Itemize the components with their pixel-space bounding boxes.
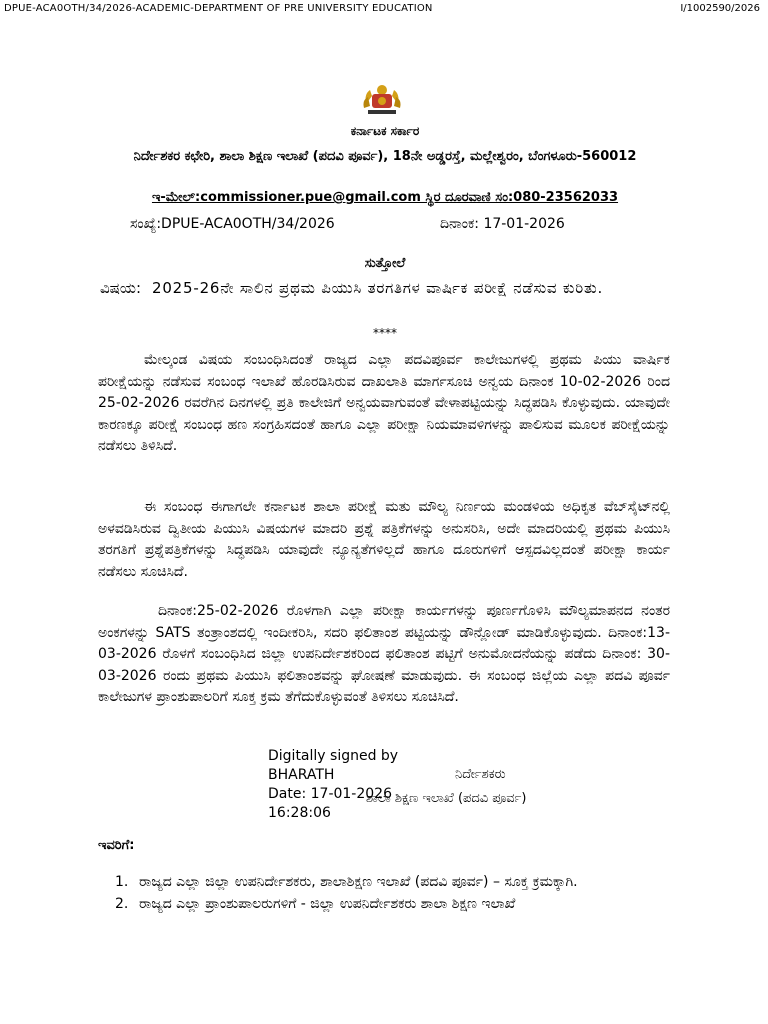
digital-signature: [268, 747, 398, 823]
recipients-list: [115, 872, 670, 916]
list-item: [115, 872, 670, 893]
body-paragraph: ದಿನಾಂಕ:25-02-2026 ರೊಳಗಾಗಿ ಎಲ್ಲಾ ಪರೀಕ್ಷಾ ಕಾರ್ಯಗಳನ್ನು ಪೂರ್ಣಗೊಳಿಸಿ ಮೌಲ್ಯಮಾಪನದ ನಂತರ ಅಂಕಗಳನ್ನು SATS ತಂತ್ರಾಂಶದಲ್ಲಿ ಇಂದೀಕರಿಸಿ, ಸದರಿ ಫಲಿತಾಂಶ ಪಟ್ಟಿಯನ್ನು ಡೌನ್ಲೋಡ್ ಮಾಡಿಕೊಳ್ಳುವುದು. ದಿನಾಂಕ:13-03-2026 ರೊಳಗೆ ಸಂಬಂಧಿಸಿದ ಜಿಲ್ಲಾ ಉಪನಿರ್ದೇಶಕರಿಂದ ಫಲಿತಾಂಶ ಪಟ್ಟಿಗೆ ಅನುಮೋದನೆಯನ್ನು ಪಡೆದು ದಿನಾಂಕ: 30-03-2026 ರಂದು ಪ್ರಥಮ ಪಿಯುಸಿ ಫಲಿತಾಂಶವನ್ನು ಘೋಷಣೆ ಮಾಡುವುದು. ಈ ಸಂಬಂಧ ಜಿಲ್ಲೆಯ ಎಲ್ಲಾ ಪದವಿ ಪೂರ್ವ ಕಾಲೇಜುಗಳ ಪ್ರಾಂಶುಪಾಲರಿಗೆ ಸೂಕ್ತ ಕ್ರಮ ತೆಗೆದುಕೊಳ್ಳುವಂತೆ ತಿಳಿಸಲು ಸೂಚಿಸಿದೆ.: [98, 603, 670, 705]
office-address: ನಿರ್ದೇಶಕರ ಕಛೇರಿ, ಶಾಲಾ ಶಿಕ್ಷಣ ಇಲಾಖೆ (ಪದವಿ ಪೂರ್ವ), 18ನೇ ಅಡ್ಡರಸ್ತೆ, ಮಲ್ಲೇಶ್ವರಂ, ಬೆಂಗಳೂರು-560012: [133, 149, 637, 164]
inward-number-header: I/1002590/2026: [680, 3, 760, 14]
digital-signature-line: 16:28:06: [268, 805, 331, 821]
digital-signature-line: BHARATH: [268, 767, 335, 783]
reference-number: ಸಂಖ್ಯೆ:DPUE-ACA0OTH/34/2026: [130, 216, 335, 232]
contact-line: ಇ-ಮೇಲ್:commissioner.pue@gmail.com ಸ್ಥಿರ ದೂರವಾಣಿ ಸಂ:080-23562033: [151, 190, 619, 205]
body-paragraph: ಮೇಲ್ಕಂಡ ವಿಷಯ ಸಂಬಂಧಿಸಿದಂತೆ ರಾಜ್ಯದ ಎಲ್ಲಾ ಪದವಿಪೂರ್ವ ಕಾಲೇಜುಗಳಲ್ಲಿ ಪ್ರಥಮ ಪಿಯು ವಾರ್ಷಿಕ ಪರೀಕ್ಷೆಯನ್ನು ನಡೆಸುವ ಸಂಬಂಧ ಇಲಾಖೆ ಹೊರಡಿಸಿರುವ ದಾಖಲಾತಿ ಮಾರ್ಗಸೂಚಿ ಅನ್ವಯ ದಿನಾಂಕ 10-02-2026 ರಿಂದ 25-02-2026 ರವರೆಗಿನ ದಿನಗಳಲ್ಲಿ ಪ್ರತಿ ಕಾಲೇಜಿಗೆ ಅನ್ವಯವಾಗುವಂತೆ ವೇಳಾಪಟ್ಟಿಯನ್ನು ಸಿದ್ಧಪಡಿಸಿ ಕೊಳ್ಳುವುದು. ಯಾವುದೇ ಕಾರಣಕ್ಕೂ ಪರೀಕ್ಷೆ ಸಂಬಂಧ ಹಣ ಸಂಗ್ರಹಿಸದಂತೆ ಹಾಗೂ ಎಲ್ಲಾ ಪರೀಕ್ಷಾ ನಿಯಮಾವಳಿಗಳನ್ನು ಪಾಲಿಸುವ ಮೂಲಕ ಪರೀಕ್ಷೆಯನ್ನು ನಡೆಸಲು ತಿಳಿಸಿದೆ.: [98, 352, 670, 454]
digital-signature-line: Digitally signed by: [268, 748, 399, 764]
subject-label: ವಿಷಯ:: [100, 279, 141, 297]
reference-date: ದಿನಾಂಕ: 17-01-2026: [440, 216, 565, 232]
list-item: [115, 894, 670, 915]
body-paragraph: ಈ ಸಂಬಂಧ ಈಗಾಗಲೇ ಕರ್ನಾಟಕ ಶಾಲಾ ಪರೀಕ್ಷೆ ಮತು ಮೌಲ್ಯ ನಿರ್ಣಯ ಮಂಡಳಿಯ ಅಧಿಕೃತ ವೆಬ್‌ಸೈಟ್‌ನಲ್ಲಿ ಅಳವಡಿಸಿರುವ ದ್ವಿತೀಯ ಪಿಯುಸಿ ವಿಷಯಗಳ ಮಾದರಿ ಪ್ರಶ್ನೆ ಪತ್ರಿಕೆಗಳನ್ನು ಅನುಸರಿಸಿ, ಅದೇ ಮಾದರಿಯಲ್ಲಿ ಪ್ರಥಮ ಪಿಯುಸಿ ತರಗತಿಗೆ ಪ್ರಶ್ನೆಪತ್ರಿಕೆಗಳನ್ನು ಸಿದ್ಧಪಡಿಸಿ ಯಾವುದೇ ನ್ಯೂನ್ಯತೆಗಳಿಲ್ಲದೆ ಹಾಗೂ ದೂರುಗಳಿಗೆ ಆಸ್ಪದವಿಲ್ಲದಂತೆ ಪರೀಕ್ಷಾ ಕಾರ್ಯ ನಡೆಸಲು ಸೂಚಿಸಿದೆ.: [98, 499, 670, 580]
list-item-number: 1.: [115, 874, 129, 890]
subject-text: 2025-26ನೇ ಸಾಲಿನ ಪ್ರಥಮ ಪಿಯುಸಿ ತರಗತಿಗಳ ವಾರ್ಷಿಕ ಪರೀಕ್ಷೆ ನಡೆಸುವ ಕುರಿತು.: [152, 279, 604, 297]
signatory-department: ಶಾಲಾ ಶಿಕ್ಷಣ ಇಲಾಖೆ (ಪದವಿ ಪೂರ್ವ): [366, 791, 527, 806]
list-item-text: ರಾಜ್ಯದ ಎಲ್ಲಾ ಜಿಲ್ಲಾ ಉಪನಿರ್ದೇಶಕರು, ಶಾಲಾಶಿಕ್ಷಣ ಇಲಾಖೆ (ಪದವಿ ಪೂರ್ವ) – ಸೂಕ್ತ ಕ್ರಮಕ್ಕಾಗಿ.: [139, 874, 578, 890]
list-item-number: 2.: [115, 896, 129, 912]
signatory-designation: ನಿರ್ದೇಶಕರು: [455, 767, 506, 782]
separator: ****: [373, 326, 397, 340]
circular-title: ಸುತ್ತೋಲೆ: [364, 256, 406, 271]
digital-signature-line: Date: 17-01-2026: [268, 786, 392, 802]
recipients-label: ಇವರಿಗೆ:: [98, 838, 135, 853]
government-title: ಕರ್ನಾಟಕ ಸರ್ಕಾರ: [350, 124, 420, 138]
file-reference-header: DPUE-ACA0OTH/34/2026-ACADEMIC-DEPARTMENT OF PRE UNIVERSITY EDUCATION: [4, 3, 433, 14]
state-emblem-icon: [360, 82, 404, 118]
list-item-text: ರಾಜ್ಯದ ಎಲ್ಲಾ ಪ್ರಾಂಶುಪಾಲರುಗಳಿಗೆ - ಜಿಲ್ಲಾ ಉಪನಿರ್ದೇಶಕರು ಶಾಲಾ ಶಿಕ್ಷಣ ಇಲಾಖೆ: [139, 896, 516, 912]
